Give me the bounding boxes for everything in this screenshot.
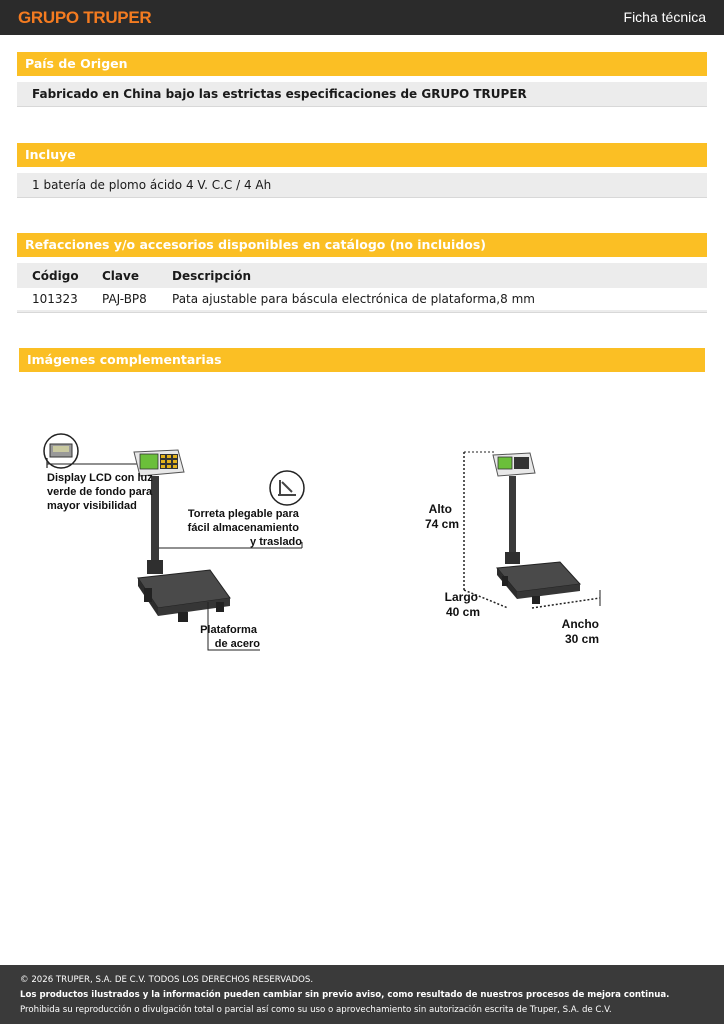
images-section-title: Imágenes complementarias [19, 348, 705, 372]
tower-label-line: fácil almacenamiento [187, 522, 299, 534]
height-label-line: Alto [428, 502, 452, 516]
footer-notice: Los productos ilustrados y la información pueden cambiar sin previo aviso, como resultado de nuestros procesos de mejora continua. [20, 990, 670, 1000]
footer-legal: Prohibida su reproducción o divulgación total o parcial así como su uso o aprovechamiento sin autorización escrita de Truper, S.A. de C.V. [20, 1005, 612, 1015]
display-label-line: mayor visibilidad [47, 500, 137, 512]
svg-text:Alto 74 cm [425, 502, 459, 531]
part-key: PAJ-BP8 [102, 292, 147, 306]
svg-text:Ancho 30 cm [562, 617, 603, 646]
svg-text:Largo 40 cm [445, 590, 482, 619]
scale-features-illustration [30, 420, 320, 660]
scale-dimensions-illustration [420, 440, 620, 655]
footer [0, 965, 724, 1024]
folding-tower-icon [270, 471, 304, 505]
origin-section-title: País de Origen [17, 52, 707, 76]
length-label-line: Largo [444, 590, 478, 604]
scale-platform [138, 570, 230, 622]
column-header-code: Código [32, 269, 79, 283]
svg-text:Display LCD con luz verde [47, 472, 156, 512]
tower-label-line: Torreta plegable para [187, 508, 299, 520]
height-label-line: 74 cm [424, 517, 460, 531]
tower-label-line: y traslado [250, 536, 302, 548]
brand-logo: GRUPO TRUPER [18, 8, 152, 27]
document-type: Ficha técnica [623, 9, 706, 25]
length-label-line: 40 cm [445, 605, 481, 619]
parts-table-header [17, 265, 707, 287]
parts-section-title: Refacciones y/o accesorios disponibles en catálogo (no incluidos) [17, 233, 707, 257]
part-code: 101323 [32, 292, 78, 306]
table-row [17, 288, 707, 310]
parts-table [17, 263, 707, 313]
display-label-line: verde de fondo para [47, 486, 153, 498]
svg-text:Torreta plegable para fáci [188, 508, 303, 548]
scale-display-head [493, 453, 535, 476]
includes-text: 1 batería de plomo ácido 4 V. C.C / 4 Ah [17, 173, 707, 198]
column-header-key: Clave [102, 269, 139, 283]
platform-label-line: Plataforma [200, 624, 257, 636]
display-label-line: Display LCD con luz [47, 472, 153, 484]
top-bar [0, 0, 724, 35]
display-icon [44, 434, 78, 468]
width-label-line: Ancho [561, 617, 599, 631]
column-header-description: Descripción [172, 269, 251, 283]
includes-section-title: Incluye [17, 143, 707, 167]
width-dimension-line [532, 598, 600, 608]
svg-text:Plataforma de acero [200, 624, 260, 650]
part-description: Pata ajustable para báscula electrónica de plataforma,8 mm [172, 292, 535, 306]
footer-copyright: © 2026 TRUPER, S.A. DE C.V. TODOS LOS DERECHOS RESERVADOS. [20, 975, 314, 985]
scale-platform [497, 562, 580, 604]
scale-tower [509, 476, 516, 560]
origin-text: Fabricado en China bajo las estrictas especificaciones de GRUPO TRUPER [17, 82, 707, 107]
platform-label-line: de acero [214, 638, 260, 650]
width-label-line: 30 cm [564, 632, 600, 646]
